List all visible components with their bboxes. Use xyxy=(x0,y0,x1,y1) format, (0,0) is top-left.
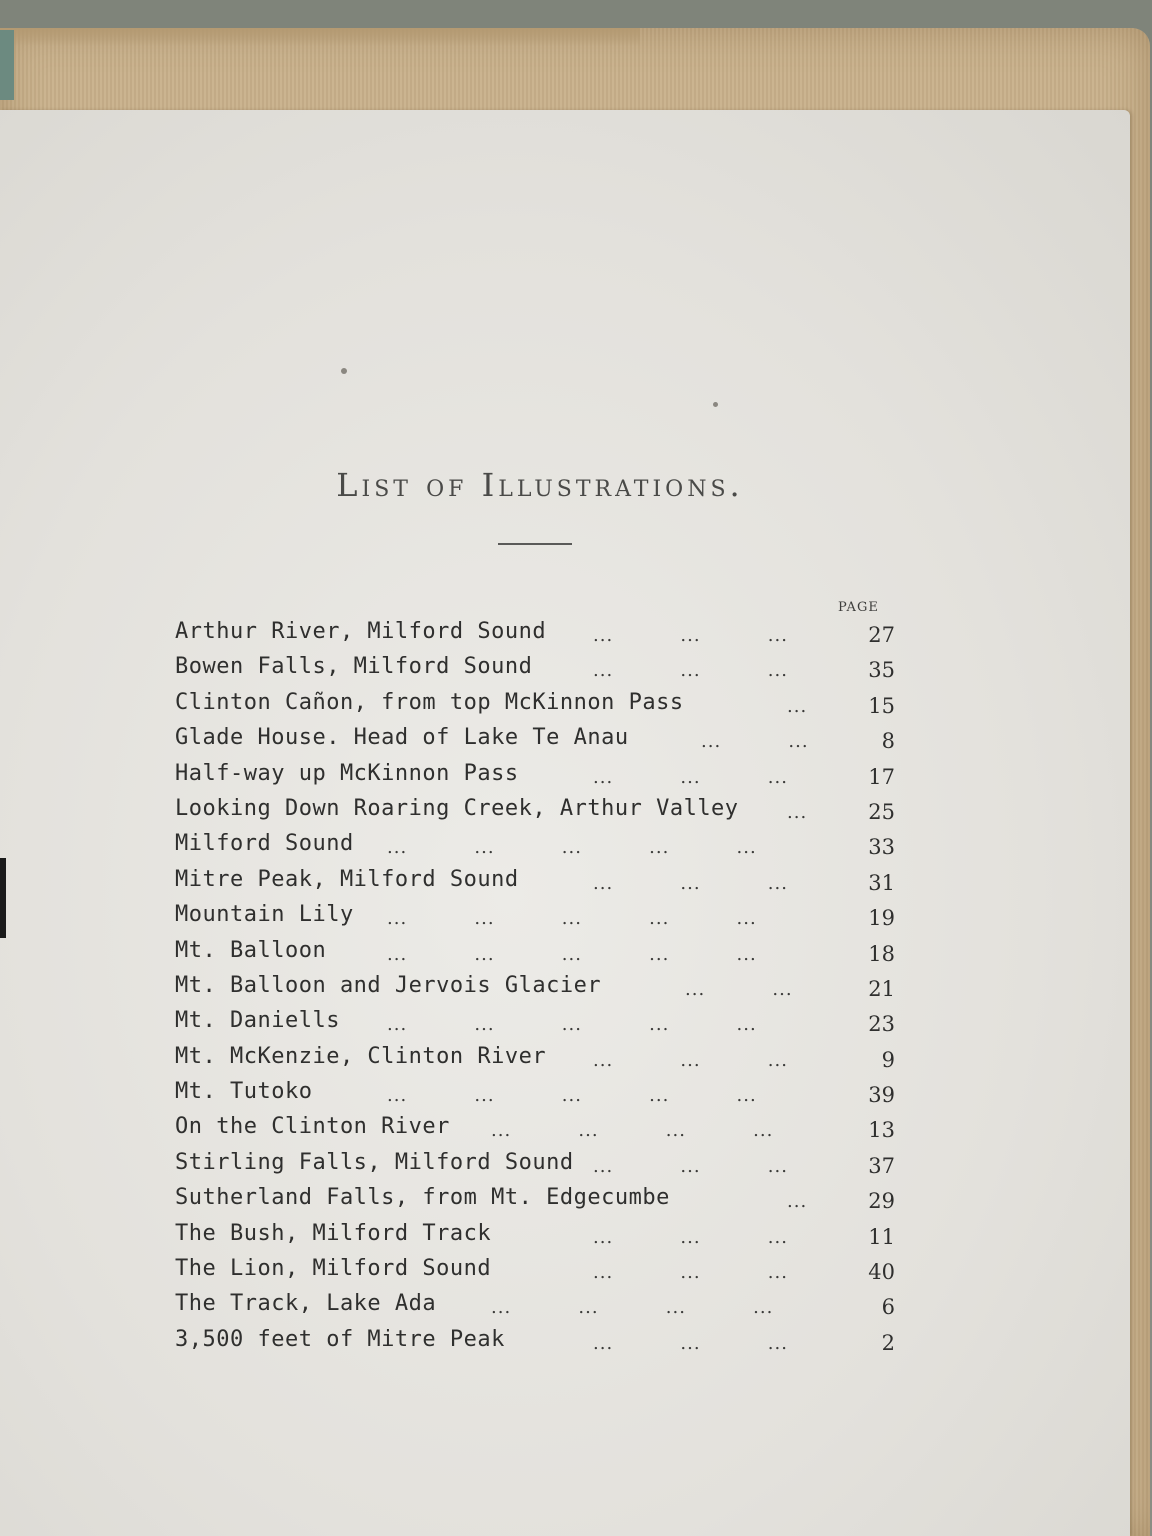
list-item xyxy=(175,756,895,791)
list-item xyxy=(175,649,895,684)
list-item xyxy=(175,685,895,720)
page-number: 21 xyxy=(868,976,895,1001)
list-item xyxy=(175,933,895,968)
illustrations-list xyxy=(175,614,895,1357)
illustration-title: Mt. Balloon xyxy=(175,937,327,963)
dot-leader: ... xyxy=(787,1191,808,1213)
paper-speck xyxy=(341,368,347,374)
dot-leader: ... ... ... ... ... xyxy=(387,943,757,965)
page-number: 37 xyxy=(868,1153,895,1178)
dot-leader: ... xyxy=(787,695,808,717)
page-number: 31 xyxy=(868,870,895,895)
dot-leader: ... ... ... xyxy=(593,1262,788,1284)
illustration-title: Milford Sound xyxy=(175,831,354,857)
illustration-title: Glade House. Head of Lake Te Anau xyxy=(175,725,629,751)
illustration-title: Arthur River, Milford Sound xyxy=(175,619,547,644)
page-number: 25 xyxy=(868,799,895,824)
page-number: 27 xyxy=(868,623,895,647)
page-number: 8 xyxy=(881,729,895,754)
list-item xyxy=(175,1322,895,1357)
illustration-title: Mitre Peak, Milford Sound xyxy=(175,866,519,892)
list-item xyxy=(175,897,895,932)
dot-leader: ... ... ... xyxy=(593,625,788,646)
list-item xyxy=(175,826,895,861)
list-item xyxy=(175,1003,895,1038)
list-item xyxy=(175,1216,895,1251)
page-number: 40 xyxy=(868,1260,895,1285)
dot-leader: ... ... ... xyxy=(593,766,788,788)
list-item xyxy=(175,1039,895,1074)
illustration-title: 3,500 feet of Mitre Peak xyxy=(175,1326,505,1352)
list-item xyxy=(175,720,895,755)
paper-speck xyxy=(713,402,718,407)
page-column-label: PAGE xyxy=(838,600,879,615)
illustration-title: Mountain Lily xyxy=(175,902,354,928)
page-number: 17 xyxy=(868,764,895,789)
page-number: 39 xyxy=(868,1083,895,1108)
dot-leader: ... ... ... ... ... xyxy=(387,1014,757,1036)
dot-leader: ... ... ... xyxy=(593,872,788,894)
illustration-title: The Track, Lake Ada xyxy=(175,1291,437,1317)
dot-leader: ... ... ... xyxy=(593,660,788,682)
page-number: 2 xyxy=(881,1330,895,1355)
illustration-title: Mt. McKenzie, Clinton River xyxy=(175,1043,547,1069)
list-item xyxy=(175,614,895,649)
dot-leader: ... ... xyxy=(701,731,809,753)
cover-torn-edge xyxy=(0,28,640,46)
page-number: 9 xyxy=(881,1047,895,1072)
page-number: 15 xyxy=(868,693,895,718)
dot-leader: ... ... ... ... xyxy=(491,1297,774,1319)
list-item xyxy=(175,968,895,1003)
illustration-title: The Lion, Milford Sound xyxy=(175,1256,492,1282)
list-item xyxy=(175,1286,895,1321)
title-rule xyxy=(498,543,572,545)
binding-tab xyxy=(0,858,6,938)
list-item xyxy=(175,1109,895,1144)
dot-leader: ... ... ... ... ... xyxy=(387,837,757,859)
illustration-title: Mt. Daniells xyxy=(175,1008,340,1034)
page-number: 23 xyxy=(868,1012,895,1037)
illustration-title: Bowen Falls, Milford Sound xyxy=(175,654,533,680)
illustration-title: Mt. Tutoko xyxy=(175,1079,313,1105)
dot-leader: ... ... xyxy=(685,978,793,1000)
dot-leader: ... ... ... xyxy=(593,1049,788,1071)
page-number: 6 xyxy=(881,1295,895,1320)
dot-leader: ... ... ... xyxy=(593,1332,788,1354)
dot-leader: ... ... ... ... xyxy=(491,1120,774,1142)
spine-strip xyxy=(0,30,14,100)
page-number: 18 xyxy=(868,941,895,966)
dot-leader: ... ... ... ... ... xyxy=(387,1085,757,1107)
list-item xyxy=(175,1180,895,1215)
list-item xyxy=(175,1251,895,1286)
illustration-title: Half-way up McKinnon Pass xyxy=(175,760,519,786)
page-number: 33 xyxy=(868,835,895,860)
page-title: List of Illustrations. xyxy=(336,466,744,504)
list-item xyxy=(175,791,895,826)
dot-leader: ... ... ... xyxy=(593,1226,788,1248)
dot-leader: ... xyxy=(787,801,808,823)
illustration-title: Sutherland Falls, from Mt. Edgecumbe xyxy=(175,1185,670,1211)
page-number: 29 xyxy=(868,1189,895,1214)
page-number: 11 xyxy=(868,1224,895,1249)
illustration-title: Mt. Balloon and Jervois Glacier xyxy=(175,972,602,998)
dot-leader: ... ... ... ... ... xyxy=(387,908,757,930)
list-item xyxy=(175,1074,895,1109)
list-item xyxy=(175,1145,895,1180)
list-item xyxy=(175,862,895,897)
page-number: 19 xyxy=(868,906,895,931)
illustration-title: Clinton Cañon, from top McKinnon Pass xyxy=(175,689,684,715)
illustration-title: The Bush, Milford Track xyxy=(175,1220,492,1246)
illustration-title: On the Clinton River xyxy=(175,1114,450,1140)
page-number: 13 xyxy=(868,1118,895,1143)
illustration-title: Stirling Falls, Milford Sound xyxy=(175,1149,574,1175)
page-number: 35 xyxy=(868,658,895,683)
dot-leader: ... ... ... xyxy=(593,1155,788,1177)
illustration-title: Looking Down Roaring Creek, Arthur Valley xyxy=(175,795,739,821)
